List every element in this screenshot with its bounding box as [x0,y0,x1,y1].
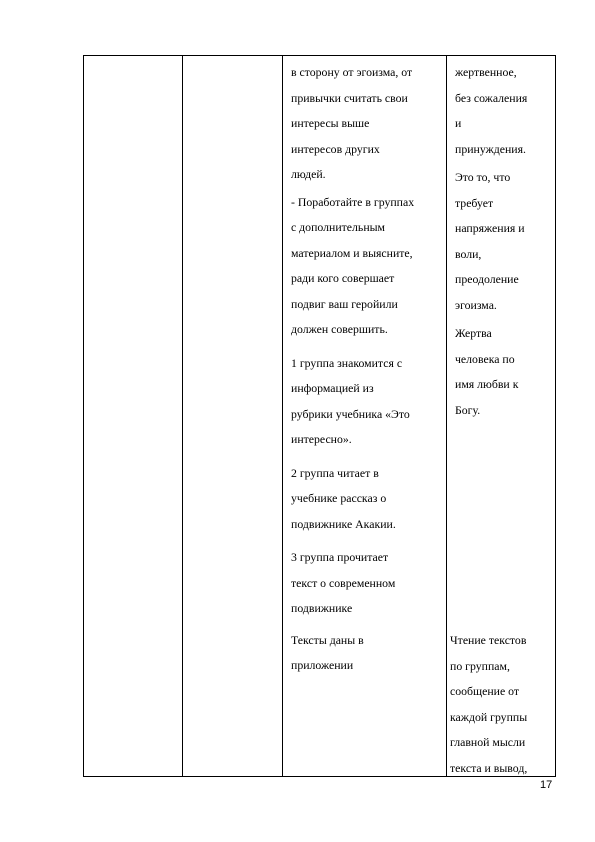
text-line: интересы выше [291,116,370,130]
text-line: информацией из [291,381,374,395]
text-line: преодоление [455,272,519,286]
text-line: по группам, [450,658,510,673]
text-line: людей. [291,167,326,181]
student-reading-cell [450,628,556,781]
paragraph-sacrificial [455,60,555,162]
text-line: интересов других [291,141,380,156]
paragraph-reading-texts [450,628,556,781]
text-line: воли, [455,246,482,261]
text-line: Богу. [455,402,481,417]
text-line: ради кого совершает [291,271,395,285]
text-line: эгоизма. [455,297,497,312]
text-line: сообщение от [450,684,520,698]
text-line: интересно». [291,432,352,446]
text-line: должен совершить. [291,322,388,336]
text-line: Жертва [455,326,492,340]
table-divider-2 [282,55,283,777]
text-line: привычки считать свои [291,90,408,105]
paragraph-egoism [291,60,441,188]
text-line: человека по [455,351,515,366]
page-number: 17 [540,779,553,791]
text-line: жертвенное, [455,65,517,79]
text-line: текста и вывод, [450,760,528,775]
text-line: без сожаления [455,90,528,105]
text-line: 1 группа знакомится с [291,355,403,370]
table-divider-3 [446,55,447,777]
text-line: главной мысли [450,735,526,749]
text-line: в сторону от эгоизма, от [291,65,413,79]
paragraph-group-task [291,190,441,343]
paragraph-group-1 [291,351,441,453]
text-line: учебнике рассказ о [291,491,387,505]
paragraph-group-3 [291,545,441,622]
text-line: подвижнике Акакии. [291,516,396,531]
text-line: приложении [291,658,354,672]
text-line: с дополнительным [291,220,386,234]
text-line: напряжения и [455,221,525,235]
paragraph-group-2 [291,461,441,538]
table-border-left [83,55,84,777]
student-activity-cell [455,60,555,423]
text-line: Чтение текстов [450,633,527,647]
text-line: материалом и выясните, [291,245,413,260]
text-line: подвиг ваш геройили [291,296,398,311]
teacher-activity-cell [291,60,441,679]
text-line: 3 группа прочитает [291,550,389,564]
text-line: Это то, что [455,170,511,184]
text-line: и [455,116,462,130]
paragraph-texts-appendix [291,628,441,679]
text-line: - Поработайте в группах [291,194,415,209]
paragraph-effort [455,165,555,318]
paragraph-sacrifice-love [455,321,555,423]
table-divider-1 [182,55,183,777]
text-line: требует [455,195,494,210]
text-line: рубрики учебника «Это [291,406,410,421]
text-line: принуждения. [455,141,526,156]
text-line: имя любви к [455,377,519,391]
text-line: подвижнике [291,601,353,615]
text-line: каждой группы [450,709,528,724]
text-line: текст о современном [291,575,396,590]
text-line: Тексты даны в [291,632,364,647]
text-line: 2 группа читает в [291,465,379,480]
